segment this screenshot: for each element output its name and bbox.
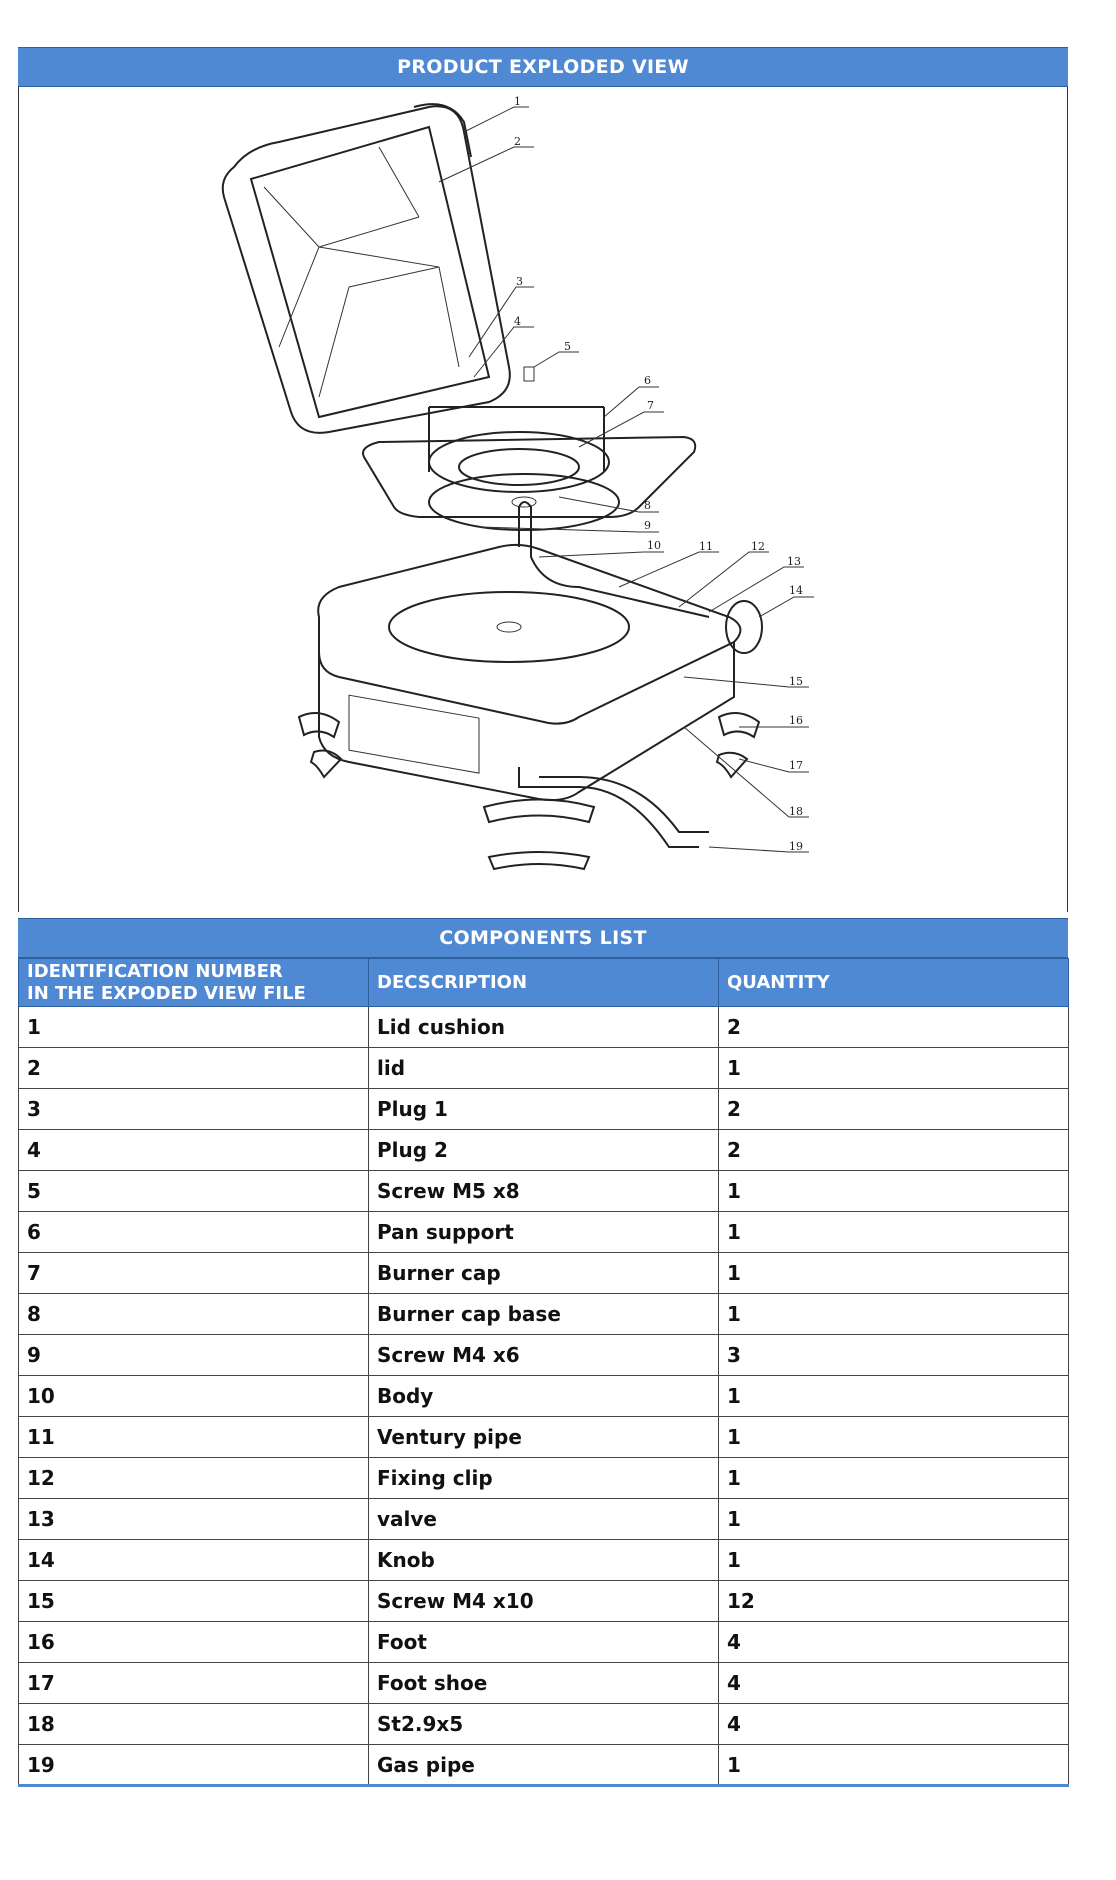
table-row	[19, 1130, 1069, 1171]
cell-description: Pan support	[369, 1212, 719, 1253]
callout-19: 19	[789, 840, 803, 853]
gas-pipe-drawing	[519, 767, 709, 847]
callout-13: 13	[787, 555, 801, 568]
components-list-title: COMPONENTS LIST	[439, 927, 647, 949]
table-row	[19, 1048, 1069, 1089]
cell-description: Foot	[369, 1622, 719, 1663]
cell-id: 16	[19, 1622, 369, 1663]
cell-id: 4	[19, 1130, 369, 1171]
exploded-view-drawing	[18, 87, 1068, 912]
cell-description: Foot shoe	[369, 1663, 719, 1704]
cell-quantity: 1	[719, 1499, 1069, 1540]
cell-quantity: 1	[719, 1253, 1069, 1294]
callout-9: 9	[644, 519, 651, 532]
table-row	[19, 1376, 1069, 1417]
cell-description: Screw M5 x8	[369, 1171, 719, 1212]
callout-5: 5	[564, 340, 571, 353]
cell-quantity: 1	[719, 1745, 1069, 1786]
cell-description: Fixing clip	[369, 1458, 719, 1499]
table-row	[19, 1663, 1069, 1704]
exploded-view-title: PRODUCT EXPLODED VIEW	[397, 56, 689, 78]
cell-quantity: 3	[719, 1335, 1069, 1376]
cell-quantity: 1	[719, 1376, 1069, 1417]
table-row	[19, 1089, 1069, 1130]
cell-id: 11	[19, 1417, 369, 1458]
callout-15: 15	[789, 675, 803, 688]
cell-id: 1	[19, 1007, 369, 1048]
table-row	[19, 1540, 1069, 1581]
cell-description: valve	[369, 1499, 719, 1540]
table-row	[19, 1458, 1069, 1499]
cell-id: 10	[19, 1376, 369, 1417]
cell-description: Body	[369, 1376, 719, 1417]
cell-id: 3	[19, 1089, 369, 1130]
table-row	[19, 1335, 1069, 1376]
callout-10: 10	[647, 539, 661, 552]
table-row	[19, 1704, 1069, 1745]
cell-id: 12	[19, 1458, 369, 1499]
callout-7: 7	[647, 399, 654, 412]
cell-description: Gas pipe	[369, 1745, 719, 1786]
cell-id: 2	[19, 1048, 369, 1089]
cell-quantity: 1	[719, 1171, 1069, 1212]
cell-description: Ventury pipe	[369, 1417, 719, 1458]
callout-3: 3	[516, 275, 523, 288]
lid-drawing	[223, 104, 510, 433]
cell-quantity: 1	[719, 1048, 1069, 1089]
components-list-header	[18, 918, 1068, 958]
cell-quantity: 1	[719, 1540, 1069, 1581]
components-header-row	[19, 959, 1069, 1007]
table-row	[19, 1253, 1069, 1294]
components-table	[18, 958, 1069, 1787]
callout-12: 12	[751, 540, 765, 553]
cell-id: 6	[19, 1212, 369, 1253]
cell-description: Burner cap	[369, 1253, 719, 1294]
cell-quantity: 1	[719, 1417, 1069, 1458]
cell-quantity: 4	[719, 1663, 1069, 1704]
cell-quantity: 12	[719, 1581, 1069, 1622]
callout-11: 11	[699, 540, 713, 553]
callout-8: 8	[644, 499, 651, 512]
cell-quantity: 1	[719, 1294, 1069, 1335]
cell-description: Burner cap base	[369, 1294, 719, 1335]
table-row	[19, 1294, 1069, 1335]
cell-id: 19	[19, 1745, 369, 1786]
callout-14: 14	[789, 584, 803, 597]
cell-id: 8	[19, 1294, 369, 1335]
body-drawing	[318, 502, 762, 800]
feet-drawing	[299, 713, 759, 869]
table-row	[19, 1212, 1069, 1253]
exploded-view-header	[18, 47, 1068, 87]
cell-quantity: 2	[719, 1089, 1069, 1130]
callout-18: 18	[789, 805, 803, 818]
table-row	[19, 1171, 1069, 1212]
table-row	[19, 1007, 1069, 1048]
cell-description: St2.9x5	[369, 1704, 719, 1745]
column-header-description: DECSCRIPTION	[369, 959, 719, 1007]
cell-quantity: 2	[719, 1130, 1069, 1171]
cell-description: Plug 2	[369, 1130, 719, 1171]
callout-6: 6	[644, 374, 651, 387]
exploded-view-diagram	[19, 87, 1067, 912]
cell-id: 7	[19, 1253, 369, 1294]
callout-17: 17	[789, 759, 803, 772]
cell-quantity: 1	[719, 1458, 1069, 1499]
callouts	[439, 95, 814, 853]
callout-2: 2	[514, 135, 521, 148]
cell-quantity: 2	[719, 1007, 1069, 1048]
table-row	[19, 1622, 1069, 1663]
cell-id: 15	[19, 1581, 369, 1622]
cell-id: 5	[19, 1171, 369, 1212]
table-row	[19, 1745, 1069, 1786]
cell-quantity: 4	[719, 1704, 1069, 1745]
cell-description: Screw M4 x6	[369, 1335, 719, 1376]
table-row	[19, 1499, 1069, 1540]
callout-1: 1	[514, 95, 521, 108]
cell-description: Lid cushion	[369, 1007, 719, 1048]
cell-id: 14	[19, 1540, 369, 1581]
cell-id: 13	[19, 1499, 369, 1540]
cell-id: 17	[19, 1663, 369, 1704]
cell-description: Screw M4 x10	[369, 1581, 719, 1622]
cell-quantity: 1	[719, 1212, 1069, 1253]
cell-quantity: 4	[719, 1622, 1069, 1663]
callout-4: 4	[514, 315, 521, 328]
cell-description: Plug 1	[369, 1089, 719, 1130]
cell-id: 18	[19, 1704, 369, 1745]
cell-description: lid	[369, 1048, 719, 1089]
column-header-quantity: QUANTITY	[719, 959, 1069, 1007]
table-row	[19, 1581, 1069, 1622]
column-header-id	[19, 959, 369, 1007]
cell-description: Knob	[369, 1540, 719, 1581]
callout-16: 16	[789, 714, 803, 727]
cell-id: 9	[19, 1335, 369, 1376]
column-header-id-text: IDENTIFICATION NUMBER IN THE EXPODED VIEW FILE	[27, 960, 306, 1004]
table-row	[19, 1417, 1069, 1458]
